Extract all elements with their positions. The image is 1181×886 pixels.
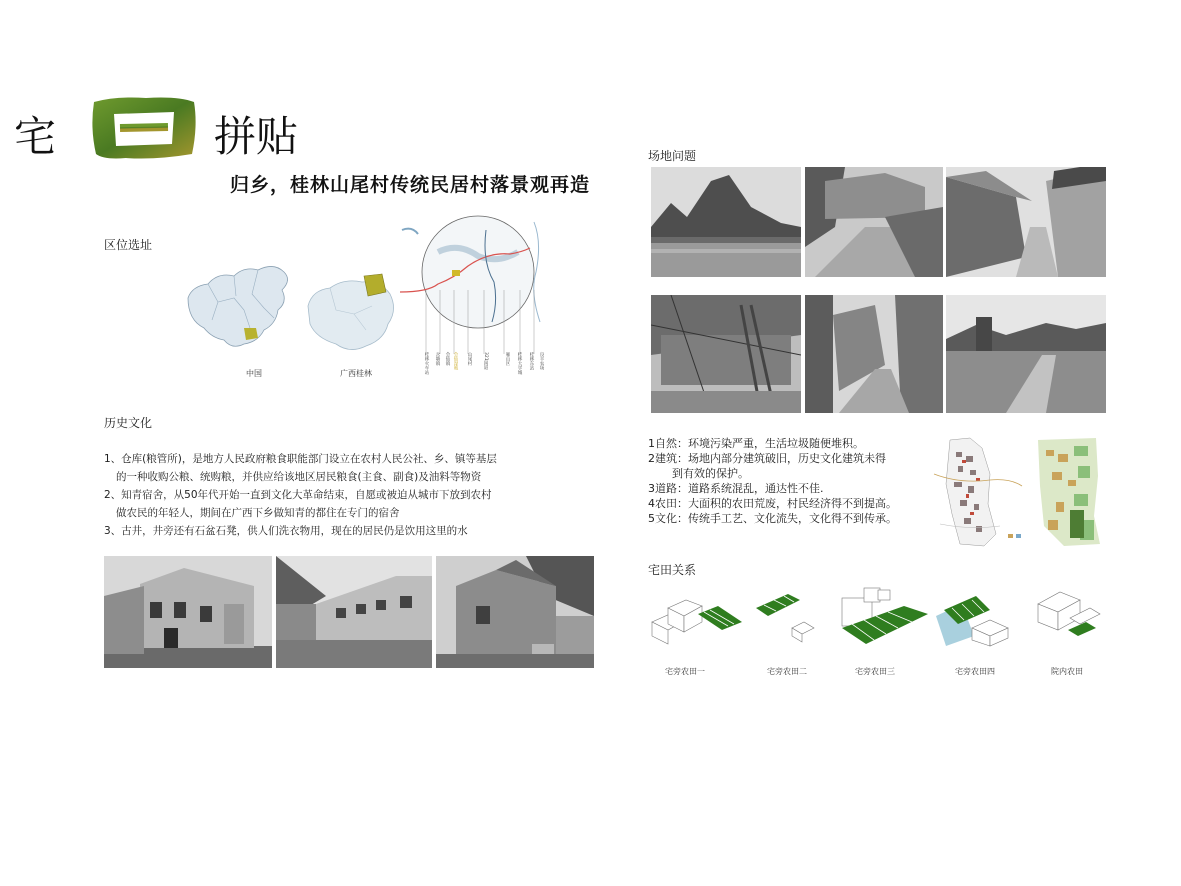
route-label-4: 雁山区 [505, 352, 510, 366]
location-heading: 区位选址 [104, 238, 153, 252]
history-photo-well [436, 556, 594, 668]
history-item-1-line1: 1、仓库(粮管所)，是地方人民政府粮食职能部门设立在农村人民公社、乡、镇等基层 [104, 453, 497, 465]
site-photo-alley [946, 167, 1106, 277]
history-item-1 [104, 450, 574, 486]
guangxi-map [302, 270, 402, 364]
history-list [104, 450, 574, 540]
stop-label-3: 321国道 [483, 352, 488, 370]
problem-item-2: 2建筑：场地内部分建筑破旧，历史文化建筑未得 [648, 452, 886, 465]
relation-diagram-5 [1030, 584, 1106, 654]
relation-diagram-3 [836, 584, 932, 654]
subtitle: 归乡，桂林山尾村传统民居村落景观再造 [230, 174, 591, 196]
stop-label-1: 会仙湿地 [453, 352, 458, 370]
relation-label-1: 宅旁农田一 [665, 667, 705, 676]
guangxi-label: 广西桂林 [340, 369, 372, 378]
location-leader-lines [420, 290, 550, 404]
tian-logo [86, 92, 202, 164]
village-plan-buildings [930, 434, 1026, 554]
stop-label-5: 良丰农场 [539, 352, 544, 370]
history-photo-dormitory [276, 556, 432, 668]
route-label-1: 桂林火车站 [424, 352, 429, 375]
route-label-3: 会仙镇 [445, 352, 450, 366]
history-item-2-line2: 做农民的年轻人，期间在广西下乡做知青的都住在专门的宿舍 [116, 507, 400, 519]
site-photo-mountain [651, 167, 801, 277]
site-problems-heading: 场地问题 [648, 149, 697, 163]
relation-label-5: 院内农田 [1051, 667, 1083, 676]
relation-label-3: 宅旁农田三 [855, 667, 895, 676]
title-pinjie: 拼贴 [214, 112, 299, 161]
relation-diagram-1 [646, 588, 742, 654]
village-plan-fields [1034, 436, 1104, 552]
site-problems-list [648, 436, 938, 526]
route-label-5: 桂林东站 [529, 352, 534, 370]
history-photo-granary [104, 556, 272, 668]
china-map [178, 258, 298, 362]
history-item-3-line1: 3、古井，井旁还有石盆石凳，供人们洗衣物用，现在的居民仍是饮用这里的水 [104, 525, 468, 537]
site-photo-lane [805, 295, 943, 413]
site-photo-road [946, 295, 1106, 413]
problem-item-2-line2: 到有效的保护。 [672, 467, 749, 480]
problem-item-5: 5文化：传统手工艺、文化流失，文化得不到传承。 [648, 512, 897, 525]
history-heading: 历史文化 [104, 416, 153, 430]
relation-diagram-4 [932, 588, 1022, 654]
stop-label-4: 桂林大学城 [517, 352, 522, 375]
relation-label-4: 宅旁农田四 [955, 667, 995, 676]
stop-label-2: 山尾村 [467, 352, 472, 366]
route-label-2: 岔塘镇 [435, 352, 440, 366]
problem-item-3: 3道路：道路系统混乱，通达性不佳. [648, 482, 824, 495]
relations-heading: 宅田关系 [648, 563, 697, 577]
problem-item-1: 1自然：环境污染严重，生活垃圾随便堆积。 [648, 437, 864, 450]
problem-item-4: 4农田：大面积的农田荒废，村民经济得不到提高。 [648, 497, 897, 510]
site-photo-ruins [651, 295, 801, 413]
history-item-2-line1: 2、知青宿舍，从50年代开始一直到文化大革命结束，自愿或被迫从城市下放到农村 [104, 489, 492, 501]
site-photo-path [805, 167, 943, 277]
china-label: 中国 [246, 369, 262, 378]
history-item-2 [104, 486, 574, 522]
relation-diagram-2 [748, 588, 828, 654]
history-item-1-line2: 的一种收购公粮、统购粮，并供应给该地区居民粮食(主食、副食)及油料等物资 [116, 471, 482, 483]
history-item-3 [104, 522, 574, 540]
title-char-zhai: 宅 [14, 112, 59, 161]
relation-label-2: 宅旁农田二 [767, 667, 807, 676]
